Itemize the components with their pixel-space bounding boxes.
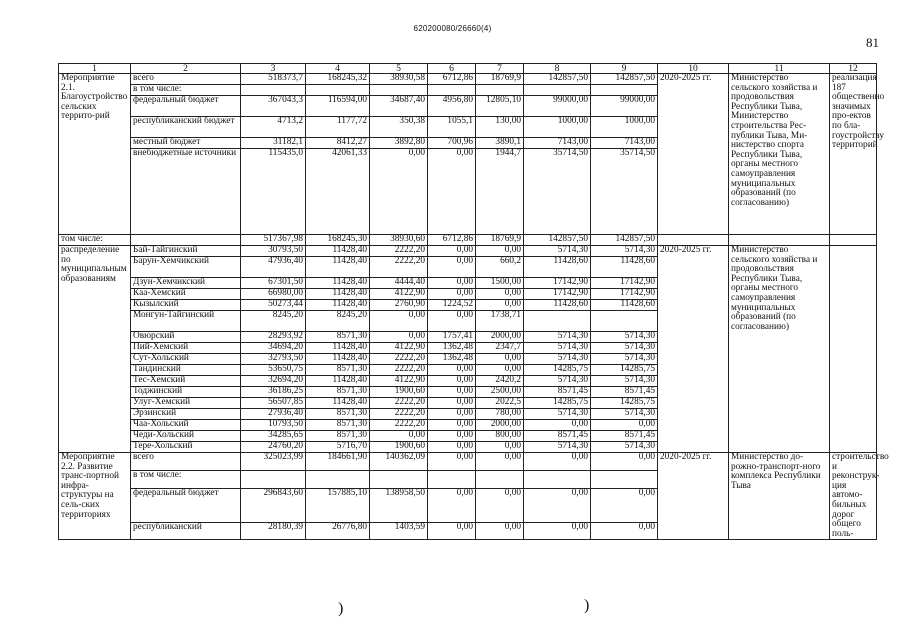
amount-cell: 142857,50 (591, 235, 658, 246)
funding-source-cell: Дзун-Хемчикский (131, 278, 241, 289)
funding-source-cell: Пий-Хемский (131, 343, 241, 354)
amount-cell: 184661,90 (306, 453, 370, 471)
result-cell: строительство и реконструк-ция автомо-бильных дорог общего поль- (830, 453, 877, 540)
funding-source-cell: республиканский (131, 522, 241, 540)
amount-cell: 5714,30 (524, 332, 591, 343)
amount-cell: 11428,40 (306, 257, 370, 278)
amount-cell: 142857,50 (524, 235, 591, 246)
amount-cell: 3890,1 (476, 138, 524, 149)
amount-cell: 2500,00 (476, 387, 524, 398)
amount-cell: 2222,20 (370, 246, 428, 257)
amount-cell: 32793,50 (241, 354, 306, 365)
amount-cell: 26776,80 (306, 522, 370, 540)
amount-cell: 1177,72 (306, 117, 370, 138)
amount-cell: 10793,50 (241, 420, 306, 431)
amount-cell: 28180,39 (241, 522, 306, 540)
amount-cell: 517367,98 (241, 235, 306, 246)
amount-cell: 14285,75 (524, 398, 591, 409)
amount-cell: 0,00 (428, 431, 476, 442)
amount-cell: 11428,40 (306, 278, 370, 289)
amount-cell: 8571,45 (524, 387, 591, 398)
amount-cell: 2222,20 (370, 257, 428, 278)
amount-cell: 11428,40 (306, 354, 370, 365)
amount-cell: 2222,20 (370, 398, 428, 409)
amount-cell: 11428,60 (591, 300, 658, 311)
amount-cell: 47936,40 (241, 257, 306, 278)
funding-source-cell: республиканский бюджет (131, 117, 241, 138)
amount-cell: 2760,90 (370, 300, 428, 311)
amount-cell: 12805,10 (476, 96, 524, 117)
amount-cell: 34285,65 (241, 431, 306, 442)
amount-cell: 0,00 (428, 149, 476, 235)
amount-cell: 0,00 (428, 387, 476, 398)
amount-cell: 142857,50 (524, 74, 591, 85)
amount-cell: 14285,75 (591, 398, 658, 409)
amount-cell: 17142,90 (591, 278, 658, 289)
amount-cell: 17142,90 (524, 289, 591, 300)
amount-cell: 157885,10 (306, 488, 370, 522)
funding-source-cell: Кызылский (131, 300, 241, 311)
amount-cell: 138958,50 (370, 488, 428, 522)
funding-source-cell: Барун-Хемчикский (131, 257, 241, 278)
funding-source-cell: федеральный бюджет (131, 488, 241, 522)
amount-cell: 42061,33 (306, 149, 370, 235)
amount-cell: 1362,48 (428, 343, 476, 354)
amount-cell: 1403,59 (370, 522, 428, 540)
amount-cell: 5716,70 (306, 442, 370, 453)
amount-cell: 8571,45 (591, 431, 658, 442)
amount-cell: 518373,7 (241, 74, 306, 85)
amount-cell (370, 470, 428, 488)
amount-cell: 115435,0 (241, 149, 306, 235)
amount-cell: 130,00 (476, 117, 524, 138)
amount-cell: 1900,60 (370, 442, 428, 453)
amount-cell: 367043,3 (241, 96, 306, 117)
amount-cell: 11428,60 (524, 300, 591, 311)
amount-cell: 0,00 (524, 522, 591, 540)
funding-source-cell: Монгун-Тайгинский (131, 311, 241, 332)
amount-cell: 0,00 (476, 289, 524, 300)
document-id: 620200080/26660(4) (413, 24, 492, 33)
amount-cell: 28293,92 (241, 332, 306, 343)
amount-cell: 0,00 (524, 420, 591, 431)
amount-cell: 8571,45 (591, 387, 658, 398)
header-row (59, 64, 877, 74)
amount-cell (476, 85, 524, 96)
amount-cell: 5714,30 (591, 343, 658, 354)
amount-cell: 0,00 (476, 300, 524, 311)
measure-name-cell: Мероприятие 2.1. Благоустройство сельских террито-рий (59, 74, 131, 235)
funding-source-cell: в том числе: (131, 470, 241, 488)
amount-cell: 296843,60 (241, 488, 306, 522)
amount-cell: 5714,30 (524, 409, 591, 420)
amount-cell: 0,00 (428, 311, 476, 332)
amount-cell: 4122,90 (370, 289, 428, 300)
funding-source-cell: Чаа-Хольский (131, 420, 241, 431)
amount-cell: 2222,20 (370, 354, 428, 365)
amount-cell: 2000,00 (476, 332, 524, 343)
amount-cell (428, 85, 476, 96)
amount-cell: 11428,40 (306, 398, 370, 409)
budget-table (58, 63, 889, 540)
amount-cell: 0,00 (591, 420, 658, 431)
amount-cell: 35714,50 (591, 149, 658, 235)
amount-cell: 8571,30 (306, 365, 370, 376)
amount-cell (591, 85, 658, 96)
amount-cell: 5714,30 (524, 246, 591, 257)
amount-cell: 0,00 (428, 398, 476, 409)
measure-name-cell: Мероприятие 2.2. Развитие транс-портной инфра-структуры на сель-ских территориях (59, 453, 131, 540)
amount-cell: 5714,30 (591, 246, 658, 257)
header-cell: 11 (729, 64, 830, 74)
amount-cell: 325023,99 (241, 453, 306, 471)
amount-cell: 7143,00 (524, 138, 591, 149)
amount-cell: 66980,00 (241, 289, 306, 300)
funding-source-cell: Бай-Тайгинский (131, 246, 241, 257)
period-cell: 2020-2025 гг. (658, 74, 729, 235)
header-cell: 3 (241, 64, 306, 74)
funding-source-cell: Улуг-Хемский (131, 398, 241, 409)
funding-source-cell: Овюрский (131, 332, 241, 343)
amount-cell: 11428,40 (306, 343, 370, 354)
pen-mark-right: ) (584, 597, 590, 614)
table-row (59, 453, 877, 471)
amount-cell: 17142,90 (524, 278, 591, 289)
executor-cell: Министерство до-рожно-транспорт-ного комплекса Республики Тыва (729, 453, 830, 540)
amount-cell: 8571,30 (306, 420, 370, 431)
amount-cell: 4713,2 (241, 117, 306, 138)
amount-cell: 17142,90 (591, 289, 658, 300)
amount-cell: 0,00 (524, 453, 591, 471)
amount-cell: 0,00 (428, 409, 476, 420)
amount-cell: 1224,52 (428, 300, 476, 311)
amount-cell: 56507,85 (241, 398, 306, 409)
amount-cell: 8571,45 (524, 431, 591, 442)
amount-cell: 2420,2 (476, 376, 524, 387)
amount-cell: 50273,44 (241, 300, 306, 311)
amount-cell: 11428,40 (306, 376, 370, 387)
amount-cell: 8412,27 (306, 138, 370, 149)
amount-cell: 18769,9 (476, 235, 524, 246)
amount-cell: 0,00 (476, 354, 524, 365)
funding-source-cell: Тандинский (131, 365, 241, 376)
amount-cell: 0,00 (476, 365, 524, 376)
amount-cell: 1362,48 (428, 354, 476, 365)
amount-cell: 53650,75 (241, 365, 306, 376)
amount-cell (241, 470, 306, 488)
amount-cell: 0,00 (428, 289, 476, 300)
amount-cell: 168245,32 (306, 74, 370, 85)
amount-cell: 38930,58 (370, 74, 428, 85)
amount-cell: 2222,20 (370, 420, 428, 431)
amount-cell: 1055,1 (428, 117, 476, 138)
amount-cell: 11428,60 (591, 257, 658, 278)
amount-cell: 4122,90 (370, 343, 428, 354)
executor-cell: Министерство сельского хозяйства и продовольствия Республики Тыва, органы местного самоуправления муниципальных образований (по согласованию) (729, 246, 830, 453)
amount-cell: 0,00 (428, 365, 476, 376)
amount-cell (476, 470, 524, 488)
empty-cell (131, 235, 241, 246)
amount-cell: 38930,60 (370, 235, 428, 246)
amount-cell: 0,00 (476, 488, 524, 522)
amount-cell: 116594,00 (306, 96, 370, 117)
amount-cell: 1757,41 (428, 332, 476, 343)
amount-cell: 7143,00 (591, 138, 658, 149)
table-row (59, 246, 877, 257)
header-cell: 8 (524, 64, 591, 74)
amount-cell: 2222,20 (370, 365, 428, 376)
funding-source-cell: в том числе: (131, 85, 241, 96)
executor-cell: Министерство сельского хозяйства и продовольствия Республики Тыва, Министерство строительства Рес-публики Тыва, Ми-нистерство спорта Республики Тыва, органы местного самоуправления муниципальных образований (по согласованию) (729, 74, 830, 235)
amount-cell: 0,00 (476, 453, 524, 471)
amount-cell: 31182,1 (241, 138, 306, 149)
header-cell: 6 (428, 64, 476, 74)
amount-cell: 800,00 (476, 431, 524, 442)
amount-cell (306, 85, 370, 96)
amount-cell: 2222,20 (370, 409, 428, 420)
amount-cell: 36186,25 (241, 387, 306, 398)
amount-cell (306, 470, 370, 488)
empty-cell (830, 235, 877, 246)
amount-cell: 2000,00 (476, 420, 524, 431)
page-number: 81 (866, 35, 879, 50)
period-cell: 2020-2025 гг. (658, 246, 729, 453)
amount-cell (591, 470, 658, 488)
amount-cell: 27936,40 (241, 409, 306, 420)
header-cell: 2 (131, 64, 241, 74)
amount-cell: 34687,40 (370, 96, 428, 117)
amount-cell (591, 311, 658, 332)
amount-cell: 0,00 (428, 278, 476, 289)
funding-source-cell: Тес-Хемский (131, 376, 241, 387)
amount-cell: 0,00 (428, 376, 476, 387)
amount-cell: 168245,30 (306, 235, 370, 246)
amount-cell: 2022,5 (476, 398, 524, 409)
amount-cell: 5714,30 (524, 442, 591, 453)
header-cell: 5 (370, 64, 428, 74)
amount-cell: 30793,50 (241, 246, 306, 257)
amount-cell: 8571,30 (306, 387, 370, 398)
amount-cell: 6712,86 (428, 74, 476, 85)
amount-cell: 14285,75 (591, 365, 658, 376)
amount-cell: 700,96 (428, 138, 476, 149)
amount-cell: 5714,30 (524, 354, 591, 365)
amount-cell: 0,00 (428, 420, 476, 431)
amount-cell: 0,00 (476, 442, 524, 453)
amount-cell: 142857,50 (591, 74, 658, 85)
amount-cell: 0,00 (428, 453, 476, 471)
amount-cell: 0,00 (591, 453, 658, 471)
amount-cell: 4956,80 (428, 96, 476, 117)
result-cell (830, 246, 877, 453)
amount-cell: 99000,00 (524, 96, 591, 117)
amount-cell: 2347,7 (476, 343, 524, 354)
amount-cell (524, 470, 591, 488)
amount-cell: 1000,00 (591, 117, 658, 138)
total-label-cell: том числе: (59, 235, 131, 246)
header-cell: 9 (591, 64, 658, 74)
amount-cell: 1500,00 (476, 278, 524, 289)
amount-cell: 0,00 (370, 311, 428, 332)
funding-source-cell: Тоджинский (131, 387, 241, 398)
funding-source-cell: всего (131, 74, 241, 85)
period-cell: 2020-2025 гг. (658, 453, 729, 540)
amount-cell: 5714,30 (591, 376, 658, 387)
amount-cell: 3892,80 (370, 138, 428, 149)
amount-cell: 5714,30 (524, 343, 591, 354)
total-row (59, 235, 877, 246)
amount-cell: 35714,50 (524, 149, 591, 235)
amount-cell: 18769,9 (476, 74, 524, 85)
amount-cell: 1900,60 (370, 387, 428, 398)
amount-cell: 4122,90 (370, 376, 428, 387)
funding-source-cell: Чеди-Хольский (131, 431, 241, 442)
amount-cell: 0,00 (591, 488, 658, 522)
amount-cell: 1738,71 (476, 311, 524, 332)
header-cell: 10 (658, 64, 729, 74)
amount-cell (524, 311, 591, 332)
amount-cell: 99000,00 (591, 96, 658, 117)
funding-source-cell: федеральный бюджет (131, 96, 241, 117)
amount-cell (241, 85, 306, 96)
result-cell: реализация 187 общественно значимых про-ектов по бла-гоустройству территорий (830, 74, 877, 235)
amount-cell: 0,00 (428, 442, 476, 453)
amount-cell: 0,00 (591, 522, 658, 540)
amount-cell: 14285,75 (524, 365, 591, 376)
amount-cell: 34694,20 (241, 343, 306, 354)
amount-cell: 11428,60 (524, 257, 591, 278)
amount-cell: 0,00 (524, 488, 591, 522)
header-cell: 1 (59, 64, 131, 74)
amount-cell: 11428,40 (306, 289, 370, 300)
amount-cell: 8245,20 (306, 311, 370, 332)
table-row (59, 74, 877, 85)
amount-cell: 8571,30 (306, 431, 370, 442)
amount-cell: 780,00 (476, 409, 524, 420)
amount-cell: 67301,50 (241, 278, 306, 289)
amount-cell (428, 470, 476, 488)
amount-cell: 0,00 (428, 522, 476, 540)
amount-cell: 4444,40 (370, 278, 428, 289)
amount-cell: 1000,00 (524, 117, 591, 138)
amount-cell: 660,2 (476, 257, 524, 278)
amount-cell: 0,00 (428, 488, 476, 522)
amount-cell: 24760,20 (241, 442, 306, 453)
funding-source-cell: внебюджетные источники (131, 149, 241, 235)
pen-mark-left: ) (338, 600, 344, 617)
empty-cell (658, 235, 729, 246)
empty-cell (729, 235, 830, 246)
funding-source-cell: Эрзинский (131, 409, 241, 420)
amount-cell: 350,38 (370, 117, 428, 138)
amount-cell: 5714,30 (591, 409, 658, 420)
amount-cell: 8571,30 (306, 409, 370, 420)
amount-cell: 0,00 (476, 246, 524, 257)
header-cell: 12 (830, 64, 877, 74)
funding-source-cell: местный бюджет (131, 138, 241, 149)
amount-cell: 32694,20 (241, 376, 306, 387)
amount-cell: 8245,20 (241, 311, 306, 332)
amount-cell: 140362,09 (370, 453, 428, 471)
amount-cell: 6712,86 (428, 235, 476, 246)
amount-cell: 11428,40 (306, 300, 370, 311)
amount-cell: 0,00 (370, 431, 428, 442)
funding-source-cell: Каа-Хемский (131, 289, 241, 300)
header-cell: 4 (306, 64, 370, 74)
amount-cell: 5714,30 (591, 332, 658, 343)
amount-cell: 8571,30 (306, 332, 370, 343)
amount-cell: 0,00 (428, 246, 476, 257)
funding-source-cell: всего (131, 453, 241, 471)
amount-cell: 11428,40 (306, 246, 370, 257)
funding-source-cell: Сут-Хольский (131, 354, 241, 365)
amount-cell (370, 85, 428, 96)
measure-name-cell: распределение по муниципальным образованиям (59, 246, 131, 453)
amount-cell: 5714,30 (591, 354, 658, 365)
amount-cell: 5714,30 (591, 442, 658, 453)
amount-cell (524, 85, 591, 96)
funding-source-cell: Тере-Хольский (131, 442, 241, 453)
amount-cell: 0,00 (476, 522, 524, 540)
amount-cell: 0,00 (370, 332, 428, 343)
amount-cell: 0,00 (428, 257, 476, 278)
amount-cell: 0,00 (370, 149, 428, 235)
amount-cell: 1944,7 (476, 149, 524, 235)
amount-cell: 5714,30 (524, 376, 591, 387)
header-cell: 7 (476, 64, 524, 74)
